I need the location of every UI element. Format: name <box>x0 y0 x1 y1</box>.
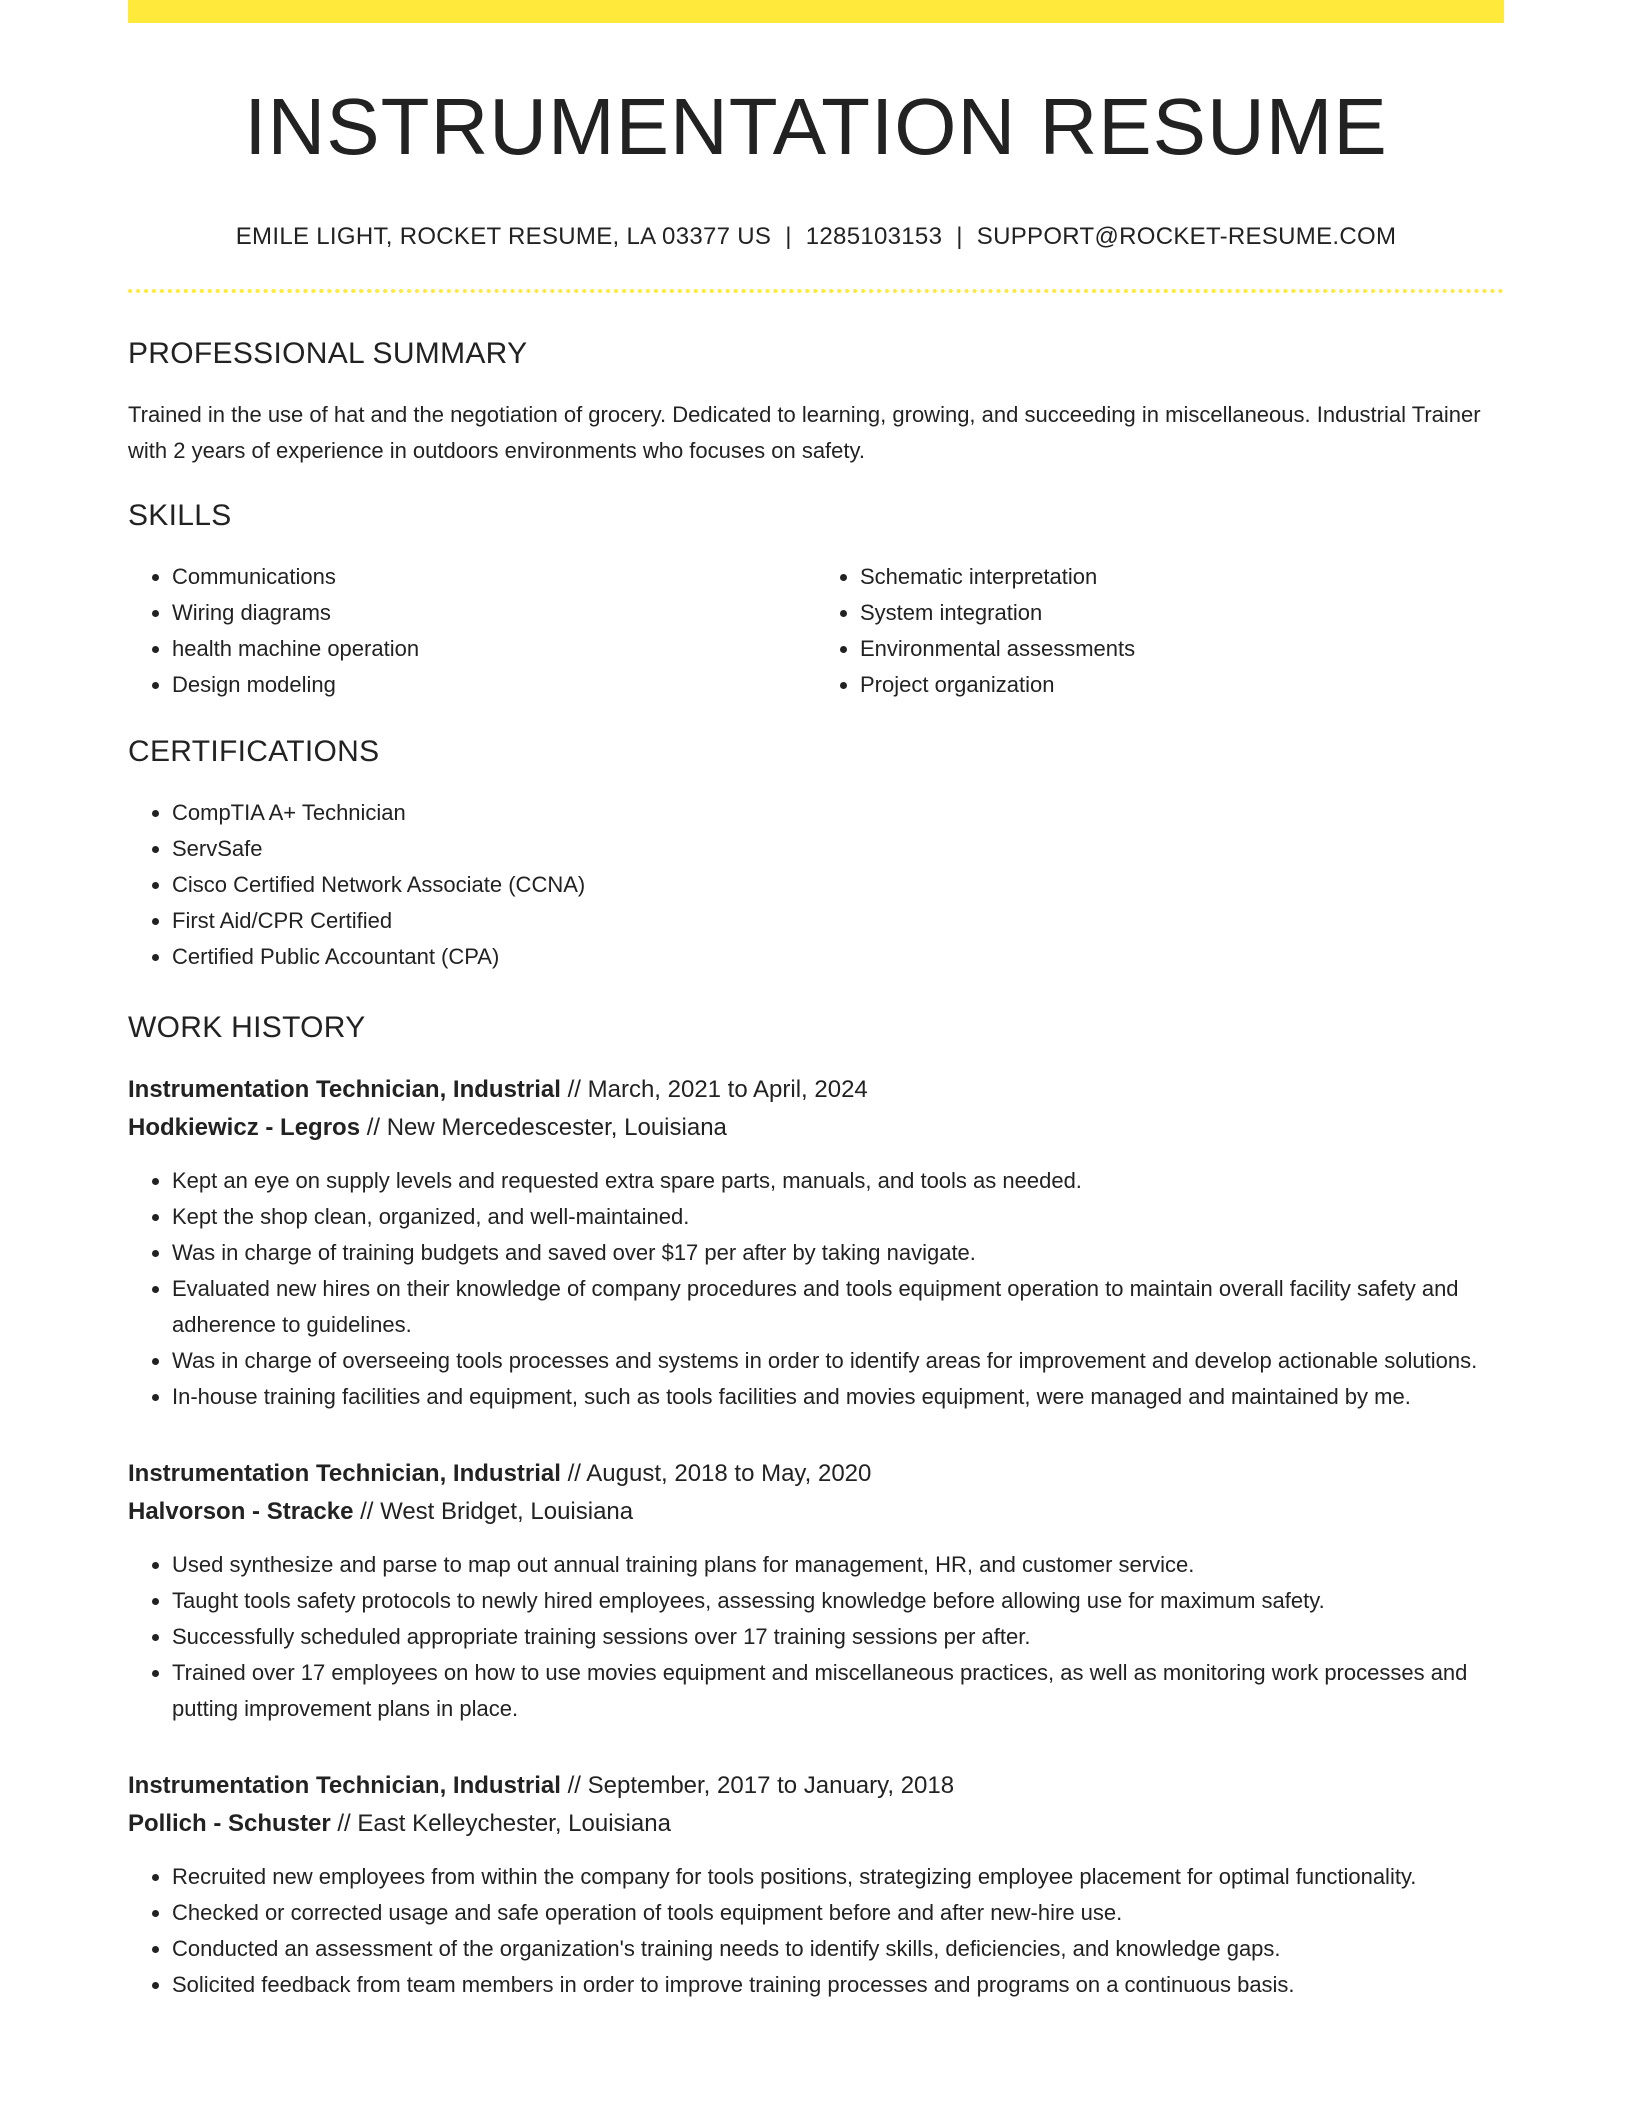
skill-item: • Environmental assessments <box>860 631 1504 667</box>
certification-item: • CompTIA A+ Technician <box>172 795 1504 831</box>
contact-email: SUPPORT@ROCKET-RESUME.COM <box>976 223 1397 250</box>
job-bullet: • Recruited new employees from within the company for tools positions, strategizing employee placement for optimal functionality. <box>172 1859 1504 1895</box>
contact-line <box>128 223 1504 251</box>
job-bullet: • Taught tools safety protocols to newly hired employees, assessing knowledge before allowing use for maximum safety. <box>172 1583 1504 1619</box>
resume-title: INSTRUMENTATION RESUME <box>244 82 1388 171</box>
job-bullets <box>128 1163 1504 1415</box>
job-company-line <box>128 1805 1504 1843</box>
skills-column-left <box>128 559 816 703</box>
skill-item: • Communications <box>172 559 816 595</box>
certifications-list <box>128 795 1504 975</box>
job-title-line <box>128 1767 1504 1805</box>
job-title-line <box>128 1455 1504 1493</box>
job-bullet: • Successfully scheduled appropriate training sessions over 17 training sessions per after. <box>172 1619 1504 1655</box>
job-entry <box>128 1767 1504 2003</box>
job-location: // New Mercedescester, Louisiana <box>360 1114 727 1141</box>
job-bullets <box>128 1859 1504 2003</box>
dotted-divider <box>128 289 1504 293</box>
summary-text: Trained in the use of hat and the negotiation of grocery. Dedicated to learning, growing, and succeeding in miscellaneous. Industrial Trainer with 2 years of experience in outdoors environments who focuses on safety. <box>128 402 1481 463</box>
work-history-heading: WORK HISTORY <box>128 1011 366 1044</box>
job-entry <box>128 1071 1504 1415</box>
skill-item: • Wiring diagrams <box>172 595 816 631</box>
job-bullet: • Was in charge of overseeing tools processes and systems in order to identify areas for improvement and develop actionable solutions. <box>172 1343 1504 1379</box>
certification-item: • Cisco Certified Network Associate (CCNA) <box>172 867 1504 903</box>
certification-item: • ServSafe <box>172 831 1504 867</box>
resume-page <box>128 0 1504 2003</box>
contact-separator: | <box>956 223 963 250</box>
skill-item: • health machine operation <box>172 631 816 667</box>
certification-item: • First Aid/CPR Certified <box>172 903 1504 939</box>
job-dates: // August, 2018 to May, 2020 <box>560 1460 872 1487</box>
skills-column-right <box>816 559 1504 703</box>
job-bullet: • Checked or corrected usage and safe operation of tools equipment before and after new-hire use. <box>172 1895 1504 1931</box>
contact-address: EMILE LIGHT, ROCKET RESUME, LA 03377 US <box>235 223 772 250</box>
job-bullet: • Kept an eye on supply levels and requested extra spare parts, manuals, and tools as needed. <box>172 1163 1504 1199</box>
job-company: Hodkiewicz - Legros <box>128 1114 361 1141</box>
job-bullet: • Used synthesize and parse to map out annual training plans for management, HR, and customer service. <box>172 1547 1504 1583</box>
certification-item: • Certified Public Accountant (CPA) <box>172 939 1504 975</box>
contact-separator: | <box>785 223 792 250</box>
job-bullet: • Solicited feedback from team members in order to improve training processes and programs on a continuous basis. <box>172 1967 1504 2003</box>
summary-heading: PROFESSIONAL SUMMARY <box>128 337 528 370</box>
skill-item: • System integration <box>860 595 1504 631</box>
skills-heading: SKILLS <box>128 499 232 532</box>
accent-bar <box>128 0 1504 23</box>
job-entry <box>128 1455 1504 1727</box>
job-role: Instrumentation Technician, Industrial <box>128 1076 561 1103</box>
job-bullet: • Was in charge of training budgets and saved over $17 per after by taking navigate. <box>172 1235 1504 1271</box>
skill-item: • Schematic interpretation <box>860 559 1504 595</box>
job-bullets <box>128 1547 1504 1727</box>
job-role: Instrumentation Technician, Industrial <box>128 1772 561 1799</box>
job-company: Pollich - Schuster <box>128 1810 331 1837</box>
job-location: // West Bridget, Louisiana <box>353 1498 634 1525</box>
job-dates: // September, 2017 to January, 2018 <box>560 1772 955 1799</box>
job-bullet: • Evaluated new hires on their knowledge of company procedures and tools equipment operation to maintain overall facility safety and adherence to guidelines. <box>172 1271 1504 1343</box>
skill-item: • Project organization <box>860 667 1504 703</box>
job-company: Halvorson - Stracke <box>128 1498 354 1525</box>
job-bullet: • Conducted an assessment of the organization's training needs to identify skills, deficiencies, and knowledge gaps. <box>172 1931 1504 1967</box>
certifications-heading: CERTIFICATIONS <box>128 735 380 768</box>
job-location: // East Kelleychester, Louisiana <box>330 1810 671 1837</box>
skills-list <box>128 559 1504 703</box>
job-bullet: • Trained over 17 employees on how to use movies equipment and miscellaneous practices, as well as monitoring work processes and putting improvement plans in place. <box>172 1655 1504 1727</box>
job-bullet: • Kept the shop clean, organized, and well-maintained. <box>172 1199 1504 1235</box>
job-company-line <box>128 1493 1504 1531</box>
job-dates: // March, 2021 to April, 2024 <box>560 1076 868 1103</box>
job-company-line <box>128 1109 1504 1147</box>
job-role: Instrumentation Technician, Industrial <box>128 1460 561 1487</box>
job-title-line <box>128 1071 1504 1109</box>
job-bullet: • In-house training facilities and equipment, such as tools facilities and movies equipment, were managed and maintained by me. <box>172 1379 1504 1415</box>
skill-item: • Design modeling <box>172 667 816 703</box>
contact-phone: 1285103153 <box>805 223 943 250</box>
